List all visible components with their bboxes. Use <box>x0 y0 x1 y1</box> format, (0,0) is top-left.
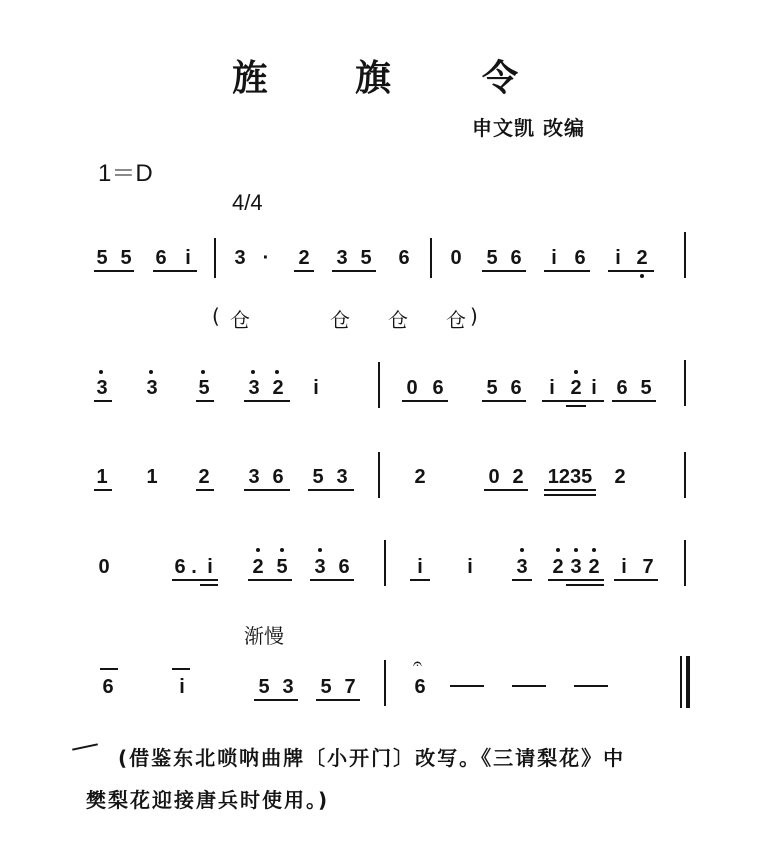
note: i <box>313 377 319 399</box>
underline <box>244 489 290 491</box>
note: 3 <box>336 247 348 269</box>
high-octave-dot <box>149 370 153 374</box>
underline <box>544 270 590 272</box>
note: 3 <box>96 377 108 399</box>
tempo-marking: 渐慢 <box>244 624 284 648</box>
note: 3 <box>248 466 260 488</box>
final-bar-thick <box>686 656 690 708</box>
note: 2 <box>636 247 648 269</box>
underline <box>316 699 360 701</box>
overline <box>100 668 118 670</box>
note-group: 1235 <box>547 466 593 488</box>
high-octave-dot <box>574 370 578 374</box>
underline <box>310 579 354 581</box>
note: 6 <box>174 556 186 578</box>
note: 3 <box>282 676 294 698</box>
high-octave-dot <box>520 548 524 552</box>
note: i <box>417 556 423 578</box>
note: 5 <box>120 247 132 269</box>
bar-line <box>214 238 216 278</box>
note: 6 <box>574 247 586 269</box>
underline <box>612 400 656 402</box>
note: 0 <box>450 247 462 269</box>
underline <box>512 579 532 581</box>
bar-line <box>378 452 380 498</box>
note: 6 <box>398 247 410 269</box>
note: 3 <box>516 556 528 578</box>
stray-mark <box>72 743 98 750</box>
percussion-close: ) <box>470 304 478 328</box>
note: 5 <box>360 247 372 269</box>
underline <box>294 270 314 272</box>
note: 3 <box>234 247 246 269</box>
note: 2 <box>570 377 582 399</box>
underline <box>332 270 376 272</box>
arranger-credit: 申文凯 改编 <box>472 116 585 140</box>
note: 6 <box>102 676 114 698</box>
note: 6 <box>155 247 167 269</box>
note: 5 <box>486 377 498 399</box>
note: 3 <box>248 377 260 399</box>
note: 5 <box>276 556 288 578</box>
underline <box>614 579 658 581</box>
underline <box>94 489 112 491</box>
note: 0 <box>98 556 110 578</box>
sustain-dash <box>574 685 608 687</box>
high-octave-dot <box>99 370 103 374</box>
underline <box>484 489 528 491</box>
underline <box>196 400 214 402</box>
note: 2 <box>198 466 210 488</box>
note: 2 <box>298 247 310 269</box>
underline <box>542 400 604 402</box>
bar-line <box>384 660 386 706</box>
high-octave-dot <box>256 548 260 552</box>
high-octave-dot <box>318 548 322 552</box>
note: 5 <box>486 247 498 269</box>
note: 2 <box>552 556 564 578</box>
note: 6 <box>272 466 284 488</box>
underline <box>248 579 292 581</box>
note: i <box>185 247 191 269</box>
percussion-syllable: 仓 <box>230 308 250 332</box>
underline <box>172 579 218 581</box>
underline-double <box>566 405 586 407</box>
note: i <box>549 377 555 399</box>
underline <box>544 489 596 491</box>
underline <box>482 400 526 402</box>
bar-line <box>684 452 686 498</box>
footnote-line-2: 樊梨花迎接唐兵时使用。) <box>86 788 330 812</box>
footnote-line-1: (借鉴东北唢呐曲牌〔小开门〕改写。《三请梨花》中 <box>118 746 626 770</box>
note: 7 <box>642 556 654 578</box>
dotted-mark: . <box>191 556 197 578</box>
title-char-3: 令 <box>482 57 519 99</box>
underline <box>254 699 298 701</box>
final-bar-thin <box>680 656 682 708</box>
bar-line <box>384 540 386 586</box>
percussion-syllable: 仓 <box>330 308 350 332</box>
sustain-dash <box>450 685 484 687</box>
note: 5 <box>640 377 652 399</box>
underline <box>608 270 654 272</box>
underline-double <box>200 584 218 586</box>
percussion-syllable: 仓 <box>446 308 466 332</box>
underline <box>94 400 112 402</box>
note: 3 <box>314 556 326 578</box>
underline <box>410 579 430 581</box>
note: 5 <box>312 466 324 488</box>
note: 6 <box>510 247 522 269</box>
note: i <box>179 676 185 698</box>
note: 3 <box>570 556 582 578</box>
high-octave-dot <box>201 370 205 374</box>
note: i <box>591 377 597 399</box>
key-signature: 1＝D <box>98 160 153 187</box>
overline <box>172 668 190 670</box>
bar-line <box>684 360 686 406</box>
note: 0 <box>488 466 500 488</box>
note: 2 <box>414 466 426 488</box>
sustain-dash <box>512 685 546 687</box>
high-octave-dot <box>251 370 255 374</box>
low-octave-dot <box>640 274 644 278</box>
note: 0 <box>406 377 418 399</box>
underline-double <box>566 584 604 586</box>
note: 2 <box>588 556 600 578</box>
note: i <box>615 247 621 269</box>
underline <box>153 270 197 272</box>
underline <box>402 400 448 402</box>
note: i <box>551 247 557 269</box>
high-octave-dot <box>275 370 279 374</box>
bar-line <box>430 238 432 278</box>
note: 5 <box>320 676 332 698</box>
underline <box>548 579 604 581</box>
underline <box>244 400 290 402</box>
high-octave-dot <box>592 548 596 552</box>
fermata-icon: 𝄐 <box>413 654 422 673</box>
percussion-open: ( <box>212 304 220 328</box>
augmentation-dot: · <box>262 247 270 269</box>
bar-line <box>378 362 380 408</box>
underline <box>308 489 354 491</box>
note: 3 <box>146 377 158 399</box>
note: 2 <box>272 377 284 399</box>
bar-line <box>684 232 686 278</box>
note: 6 <box>432 377 444 399</box>
note: 1 <box>96 466 108 488</box>
note: i <box>621 556 627 578</box>
underline <box>196 489 214 491</box>
note: 2 <box>614 466 626 488</box>
title-char-2: 旗 <box>355 57 392 99</box>
note: 6 <box>414 676 426 698</box>
note: 6 <box>616 377 628 399</box>
note: 5 <box>198 377 210 399</box>
bar-line <box>684 540 686 586</box>
note: 1 <box>146 466 158 488</box>
note: 5 <box>258 676 270 698</box>
high-octave-dot <box>574 548 578 552</box>
note: 6 <box>338 556 350 578</box>
high-octave-dot <box>280 548 284 552</box>
note: 3 <box>336 466 348 488</box>
time-signature: 4/4 <box>232 190 263 215</box>
high-octave-dot <box>556 548 560 552</box>
note: i <box>207 556 213 578</box>
note: i <box>467 556 473 578</box>
underline-double <box>544 494 596 496</box>
note: 5 <box>96 247 108 269</box>
note: 6 <box>510 377 522 399</box>
title-char-1: 旌 <box>232 57 269 99</box>
percussion-syllable: 仓 <box>388 308 408 332</box>
note: 7 <box>344 676 356 698</box>
underline <box>94 270 134 272</box>
underline <box>482 270 526 272</box>
note: 2 <box>252 556 264 578</box>
note: 2 <box>512 466 524 488</box>
